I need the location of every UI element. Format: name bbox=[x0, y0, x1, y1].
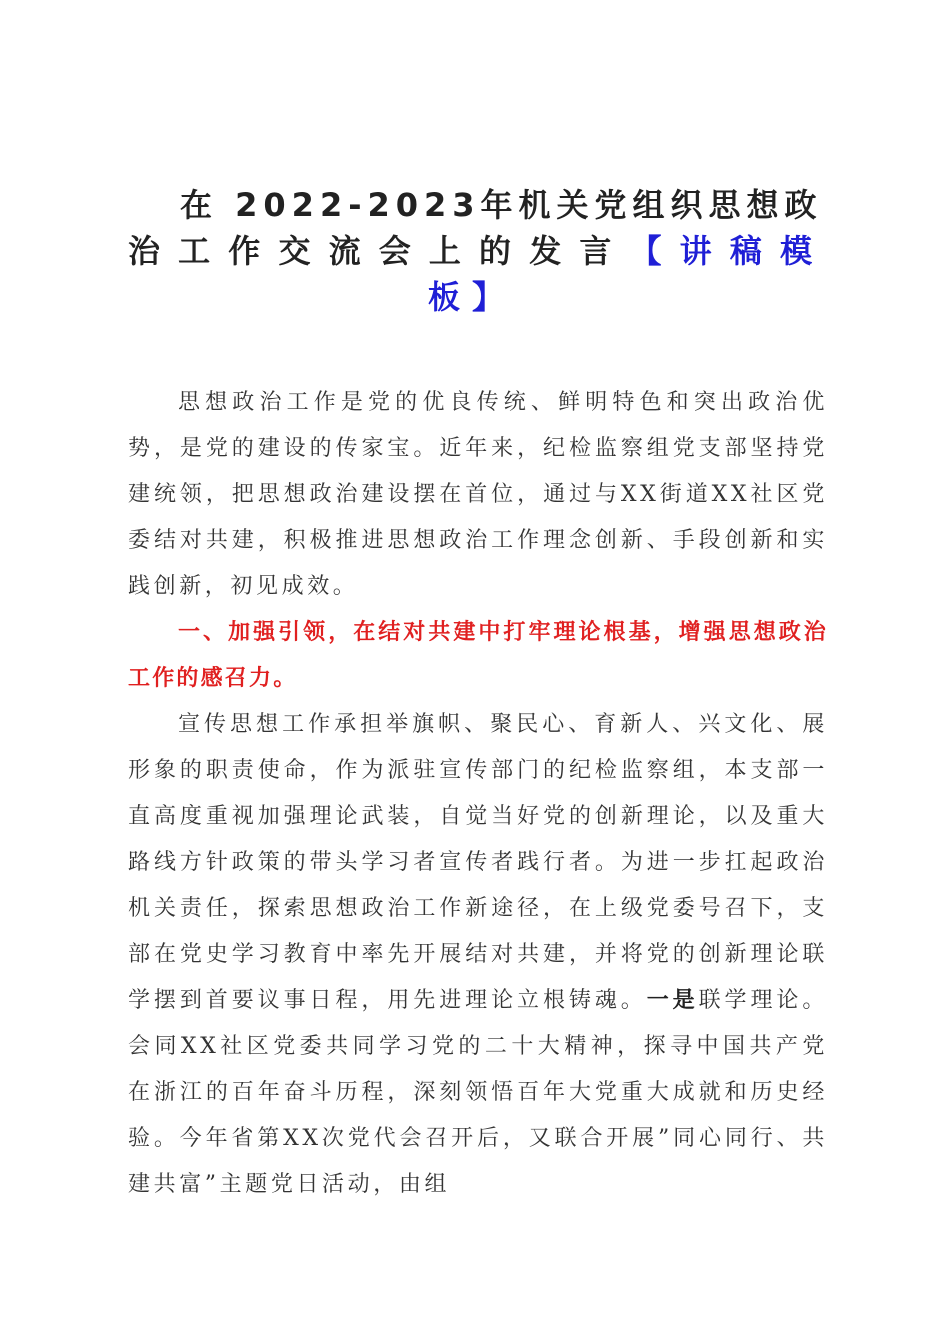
section-1-bold-marker: 一是 bbox=[646, 988, 699, 1013]
title-line-2 bbox=[128, 228, 816, 274]
title-line-3 bbox=[128, 274, 816, 320]
section-1-text-a: 宣传思想工作承担举旗帜、聚民心、育新人、兴文化、展形象的职责使命，作为派驻宣传部门的纪检监察组，本支部一直高度重视加强理论武装，自觉当好党的创新理论，以及重大路线方针政策的带头学习者宣传者践行者。为进一步扛起政治机关责任，探索思想政治工作新途径，在上级党委号召下，支部在党史学习教育中率先开展结对共建，并将党的创新理论联学摆到首要议事日程，用先进理论立根铸魂。 bbox=[128, 712, 828, 1013]
title-tag-open: 【讲稿模 bbox=[629, 232, 816, 270]
section-1-text-b: 联学理论。会同XX社区党委共同学习党的二十大精神，探寻中国共产党在浙江的百年奋斗历程，深刻领悟百年大党重大成就和历史经验。今年省第XX次党代会召开后，又联合开展”同心同行、共建共富”主题党日活动，由组 bbox=[128, 988, 828, 1197]
intro-paragraph: 思想政治工作是党的优良传统、鲜明特色和突出政治优势，是党的建设的传家宝。近年来，纪检监察组党支部坚持党建统领，把思想政治建设摆在首位，通过与XX街道XX社区党委结对共建，积极推进思想政治工作理念创新、手段创新和实践创新，初见成效。 bbox=[128, 390, 828, 599]
document-title bbox=[128, 182, 823, 320]
document-body bbox=[128, 380, 828, 1208]
section-heading-1: 一、加强引领，在结对共建中打牢理论根基，增强思想政治工作的感召力。 bbox=[128, 620, 828, 691]
title-line-2-text: 治工作交流会上的发言 bbox=[128, 232, 630, 270]
section-1-paragraph bbox=[128, 702, 828, 1208]
title-tag-close: 板】 bbox=[427, 278, 516, 316]
title-line-1: 在 2022-2023年机关党组织思想政 bbox=[180, 186, 823, 224]
